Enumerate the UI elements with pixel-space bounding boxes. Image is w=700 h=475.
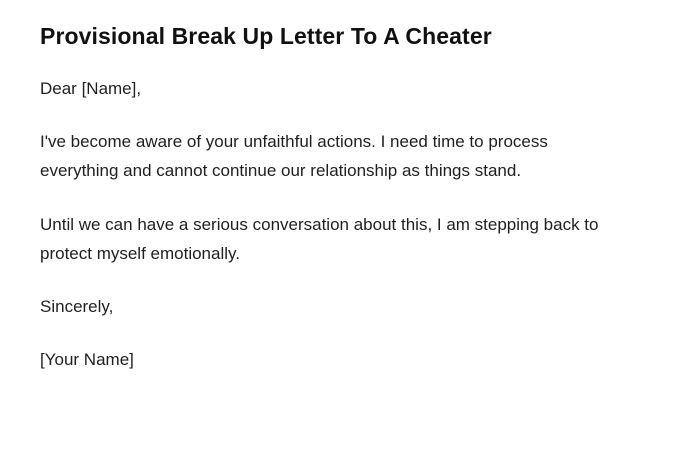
letter-signature: [Your Name]	[40, 350, 134, 370]
letter-salutation: Dear [Name],	[40, 78, 142, 98]
page-title: Provisional Break Up Letter To A Cheater	[40, 23, 492, 49]
letter-body-paragraph-1: I've become aware of your unfaithful actions. I need time to process everything and cannot continue our relationship as things stand.	[40, 132, 548, 181]
letter-body-paragraph-2: Until we can have a serious conversation about this, I am stepping back to protect myself emotionally.	[40, 214, 599, 263]
letter-closing: Sincerely,	[40, 297, 114, 317]
